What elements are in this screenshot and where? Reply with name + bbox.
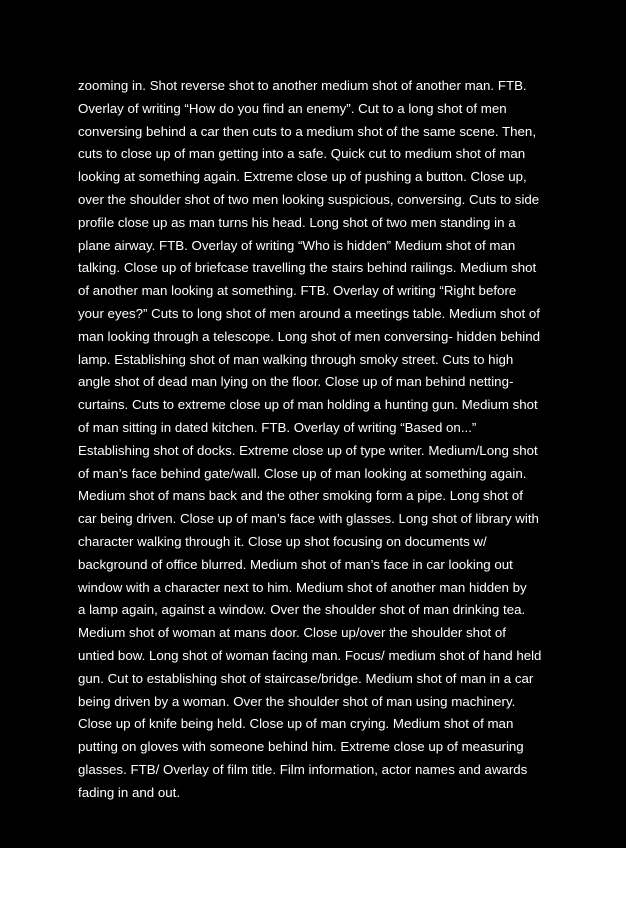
text-line: profile close up as man turns his head. Long shot of two men standing in a (78, 214, 516, 230)
text-line: lamp. Establishing shot of man walking through smoky street. Cuts to high (78, 351, 514, 367)
text-line: putting on gloves with someone behind him. Extreme close up of measuring (78, 739, 524, 755)
text-line: curtains. Cuts to extreme close up of man holding a hunting gun. Medium shot (78, 397, 538, 413)
text-line: Establishing shot of docks. Extreme close up of type writer. Medium/Long shot (78, 442, 538, 458)
text-line: conversing behind a car then cuts to a medium shot of the same scene. Then, (78, 123, 537, 139)
text-line: angle shot of dead man lying on the floor. Close up of man behind netting- (78, 374, 514, 390)
text-line: your eyes?” Cuts to long shot of men around a meetings table. Medium shot of (78, 305, 540, 321)
text-line: gun. Cut to establishing shot of staircase/bridge. Medium shot of man in a car (78, 670, 534, 686)
body-text (78, 75, 578, 805)
text-line: man looking through a telescope. Long shot of men conversing- hidden behind (78, 328, 541, 344)
text-line: character walking through it. Close up shot focusing on documents w/ (78, 533, 487, 549)
text-line: background of office blurred. Medium shot of man’s face in car looking out (78, 556, 513, 572)
text-line: car being driven. Close up of man’s face with glasses. Long shot of library with (78, 511, 539, 527)
text-line: plane airway. FTB. Overlay of writing “Who is hidden” Medium shot of man (78, 237, 516, 253)
text-line: window with a character next to him. Medium shot of another man hidden by (78, 579, 527, 595)
text-line: Close up of knife being held. Close up of man crying. Medium shot of man (78, 716, 514, 732)
text-line: talking. Close up of briefcase travelling the stairs behind railings. Medium shot (78, 260, 537, 276)
text-line: looking at something again. Extreme close up of pushing a button. Close up, (78, 169, 527, 185)
text-line: of man’s face behind gate/wall. Close up of man looking at something again. (78, 465, 527, 481)
text-line: a lamp again, against a window. Over the shoulder shot of man drinking tea. (78, 602, 526, 618)
text-line: over the shoulder shot of two men looking suspicious, conversing. Cuts to side (78, 191, 540, 207)
text-line: zooming in. Shot reverse shot to another medium shot of another man. FTB. (78, 78, 527, 93)
text-line: of man sitting in dated kitchen. FTB. Overlay of writing “Based on...” (78, 419, 477, 435)
text-line: of another man looking at something. FTB. Overlay of writing “Right before (78, 283, 517, 299)
text-line: being driven by a woman. Over the shoulder shot of man using machinery. (78, 693, 516, 709)
text-line: Overlay of writing “How do you find an enemy”. Cut to a long shot of men (78, 100, 507, 116)
text-line: glasses. FTB/ Overlay of film title. Film information, actor names and awards (78, 761, 528, 777)
text-line: Medium shot of woman at mans door. Close up/over the shoulder shot of (78, 625, 506, 641)
text-line: Medium shot of mans back and the other smoking form a pipe. Long shot of (78, 488, 523, 504)
text-line: cuts to close up of man getting into a safe. Quick cut to medium shot of man (78, 146, 526, 162)
text-line: fading in and out. (78, 784, 181, 800)
text-line: untied bow. Long shot of woman facing man. Focus/ medium shot of hand held (78, 647, 542, 663)
